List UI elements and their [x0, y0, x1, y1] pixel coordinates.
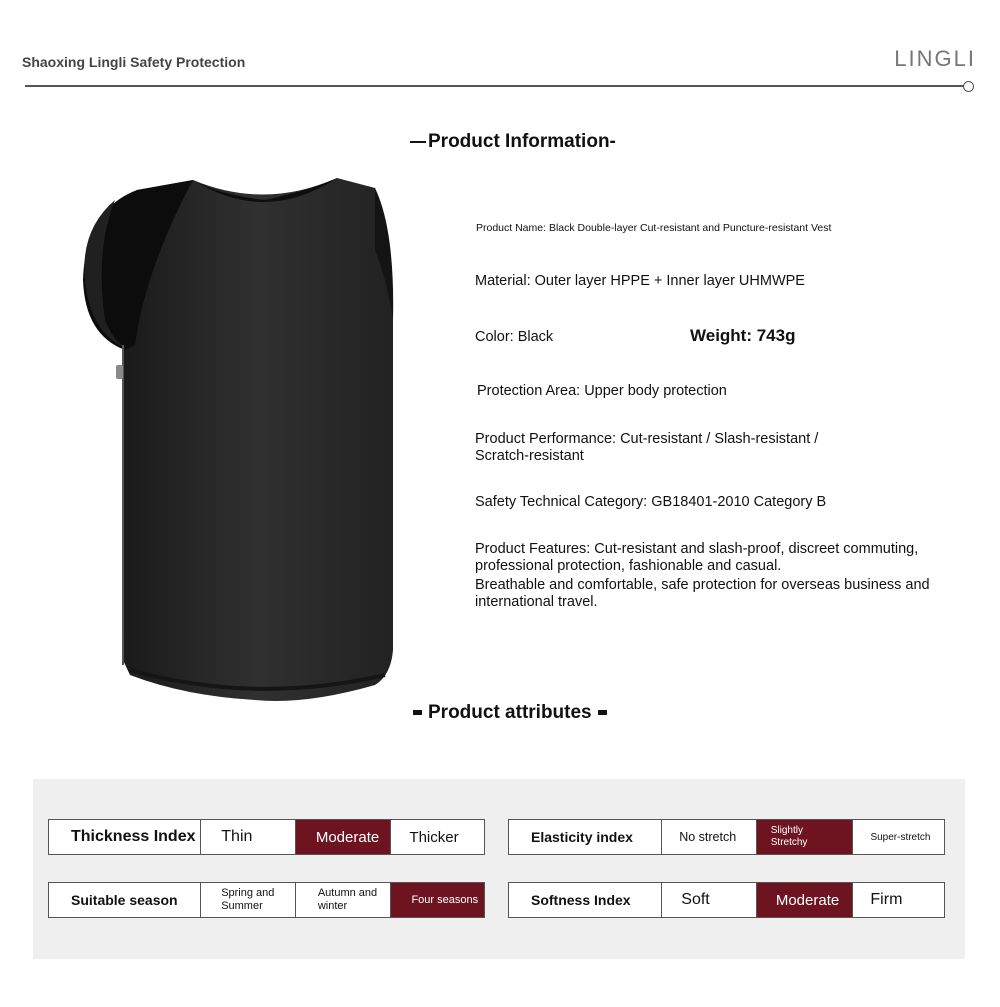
suitable-season-row	[48, 882, 485, 918]
product-info-title	[410, 131, 616, 153]
brand-logo: LINGLI	[894, 46, 976, 71]
attributes-panel	[33, 779, 965, 959]
product-name: Product Name: Black Double-layer Cut-resistant and Puncture-resistant Vest	[476, 222, 832, 234]
product-color: Color: Black	[475, 329, 554, 345]
product-info-title-text: Product Information-	[428, 131, 616, 152]
header-divider	[25, 85, 965, 87]
thickness-option-thin: Thin	[200, 820, 295, 854]
softness-option-firm: Firm	[852, 883, 944, 917]
product-attributes-title-text: Product attributes	[428, 702, 592, 723]
product-weight: Weight: 743g	[690, 326, 796, 345]
title-dash-icon	[410, 141, 426, 143]
zipper-pull-icon	[116, 365, 123, 379]
softness-index-label: Softness Index	[531, 892, 631, 908]
softness-option-soft: Soft	[661, 883, 756, 917]
product-features-line-3: Breathable and comfortable, safe protection for overseas business and	[475, 577, 930, 593]
thickness-option-thicker: Thicker	[390, 820, 484, 854]
elasticity-option-no-stretch: No stretch	[661, 820, 756, 854]
softness-option-moderate: Moderate	[756, 883, 853, 917]
black-vest-image	[75, 170, 405, 710]
product-features-line-4: international travel.	[475, 594, 598, 610]
elasticity-index-row	[508, 819, 945, 855]
thickness-option-moderate: Moderate	[295, 820, 391, 854]
elasticity-option-slightly-stretchy: Slightly Stretchy	[756, 820, 853, 854]
product-features-line-2: professional protection, fashionable and casual.	[475, 558, 782, 574]
title-bullet-icon	[413, 710, 422, 715]
brand-name: Shaoxing Lingli Safety Protection	[22, 54, 246, 70]
season-option-four-seasons: Four seasons	[390, 883, 484, 917]
softness-index-row	[508, 882, 945, 918]
protection-area: Protection Area: Upper body protection	[477, 383, 727, 399]
suitable-season-label: Suitable season	[71, 892, 178, 908]
product-material: Material: Outer layer HPPE + Inner layer UHMWPE	[475, 273, 805, 289]
product-attributes-title	[413, 702, 607, 724]
thickness-index-row	[48, 819, 485, 855]
vest-illustration	[75, 170, 405, 710]
title-bullet-icon	[598, 710, 607, 715]
product-performance-line-2: Scratch-resistant	[475, 448, 584, 464]
header-divider-dot-icon	[963, 81, 974, 92]
thickness-index-label: Thickness Index	[71, 828, 196, 845]
product-performance-line-1: Product Performance: Cut-resistant / Slash-resistant /	[475, 431, 819, 447]
elasticity-index-label: Elasticity index	[531, 829, 633, 845]
elasticity-option-super-stretch: Super-stretch	[852, 820, 944, 854]
vest-body	[121, 178, 393, 701]
season-option-autumn-winter: Autumn and winter	[295, 883, 391, 917]
product-features-line-1: Product Features: Cut-resistant and slash-proof, discreet commuting,	[475, 541, 919, 557]
safety-category: Safety Technical Category: GB18401-2010 Category B	[475, 494, 827, 510]
season-option-spring-summer: Spring and Summer	[200, 883, 295, 917]
